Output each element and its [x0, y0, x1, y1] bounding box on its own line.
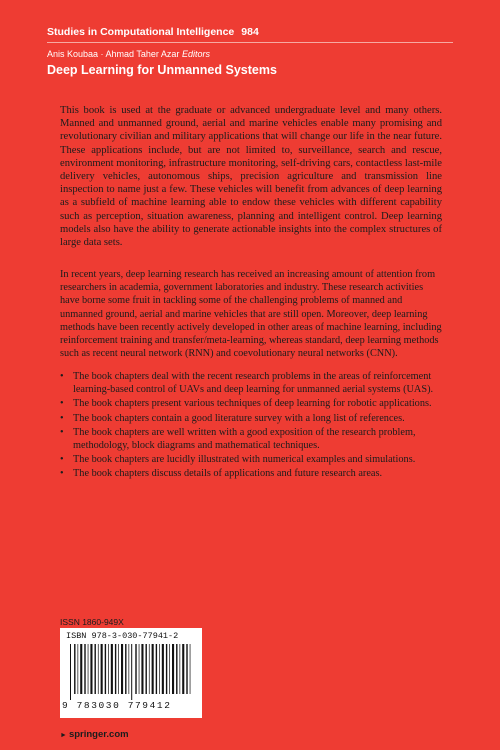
- bullet-icon: •: [60, 426, 64, 438]
- barcode-bar: [95, 644, 96, 694]
- chevron-right-icon: ►: [60, 732, 67, 739]
- editors-line: [47, 49, 210, 59]
- barcode-bar: [190, 644, 191, 694]
- barcode-bar: [129, 644, 130, 694]
- barcode-bar: [186, 644, 187, 694]
- list-item: [60, 426, 442, 452]
- barcode-bars: [70, 644, 194, 700]
- barcode-bar: [159, 644, 160, 694]
- barcode-bar: [78, 644, 79, 694]
- series-header: [47, 26, 259, 38]
- barcode-bar: [70, 644, 71, 700]
- barcode-bar: [90, 644, 92, 694]
- barcode-bar: [105, 644, 106, 694]
- editor-names: Anis Koubaa · Ahmad Taher Azar: [47, 49, 180, 59]
- editors-role: Editors: [181, 49, 210, 59]
- barcode-bar: [182, 644, 184, 694]
- publisher-url[interactable]: [60, 729, 129, 740]
- bullet-icon: •: [60, 371, 64, 382]
- header-divider: [47, 42, 453, 43]
- barcode-bar: [149, 644, 150, 694]
- barcode-bar: [118, 644, 119, 694]
- barcode-bar: [176, 644, 177, 694]
- barcode-bar: [101, 644, 103, 694]
- book-title: Deep Learning for Unmanned Systems: [47, 63, 277, 77]
- barcode-bar: [84, 644, 85, 694]
- bullet-text: The book chapters are well written with a good exposition of the research problem, methodology, block diagrams and mathematical techniques.: [73, 426, 416, 452]
- barcode-bar: [88, 644, 89, 694]
- barcode-bar: [98, 644, 99, 694]
- description-paragraph-1: This book is used at the graduate or advanced undergraduate level and many others. Manned and unmanned ground, aerial and marine vehicles enable many promising and revolutionary civilian and military applications that will change our life in the near future. These applications include, but are not limited to, surveillance, search and rescue, environment monitoring, infrastructure monitoring, self-driving cars, contactless last-mile delivery vehicles, autonomous ships, precision agriculture and transmission line inspection to name just a few. These vehicles will benefit from advances of deep learning as a subfield of machine learning able to endow these vehicles with different capability such as perception, situation awareness, planning and intelligent control. Deep learning models also have the ability to generate actionable insights into the complex structures of large data sets.: [60, 105, 442, 249]
- bullet-icon: •: [60, 398, 64, 410]
- barcode-bar: [139, 644, 140, 694]
- bullet-text: The book chapters contain a good literature survey with a long list of references.: [73, 412, 405, 424]
- bullet-icon: •: [60, 412, 64, 424]
- barcode-bar: [180, 644, 181, 694]
- barcode-bar: [162, 644, 164, 694]
- barcode-bar: [166, 644, 167, 694]
- barcode-bar: [121, 644, 123, 694]
- bullet-icon: •: [60, 454, 64, 466]
- bullet-text: The book chapters are lucidly illustrated with numerical examples and simulations.: [73, 454, 416, 466]
- barcode-bar: [169, 644, 170, 694]
- list-item: [60, 467, 442, 480]
- barcode-bar: [125, 644, 126, 694]
- description-paragraph-2: In recent years, deep learning research has received an increasing amount of attention from researchers in academia, government laboratories and industry. These research activities have borne some fruit in tackling some of the challenging problems of manned and unmanned ground, aerial and marine vehicles that are still open. Moreover, deep learning methods have been recently actively developed in other areas of machine learning, including reinforcement training and transfer/meta-learning, whereas standard, deep learning methods such as recent neural network (RNN) and coevolutionary neural networks (CNN).: [60, 269, 442, 360]
- barcode-bar: [131, 644, 132, 700]
- barcode-bar: [146, 644, 147, 694]
- bullet-icon: •: [60, 468, 64, 480]
- bullet-text: The book chapters deal with the recent research problems in the areas of reinforcement learning-based control of UAVs and deep learning for unmanned aerial systems (UAS).: [73, 371, 434, 396]
- barcode-digits: 9 783030 779412: [62, 700, 172, 711]
- barcode-bar: [135, 644, 136, 694]
- highlights-list: [60, 370, 442, 482]
- barcode-bar: [115, 644, 116, 694]
- barcode-bar: [108, 644, 109, 694]
- barcode-bar: [74, 644, 75, 694]
- barcode-bar: [172, 644, 174, 694]
- list-item: [60, 453, 442, 466]
- publisher-text: springer.com: [68, 729, 129, 740]
- barcode-bar: [111, 644, 113, 694]
- barcode-bar: [141, 644, 143, 694]
- volume-number: 984: [241, 26, 259, 38]
- barcode-bar: [152, 644, 154, 694]
- isbn-barcode: [60, 628, 202, 718]
- list-item: [60, 397, 442, 410]
- barcode-bar: [156, 644, 157, 694]
- isbn-label: ISBN 978-3-030-77941-2: [66, 631, 179, 641]
- list-item: [60, 370, 442, 396]
- series-name: Studies in Computational Intelligence: [47, 26, 235, 38]
- issn-label: ISSN 1860-949X: [60, 617, 124, 627]
- list-item: [60, 412, 442, 425]
- bullet-text: The book chapters discuss details of applications and future research areas.: [73, 468, 383, 480]
- bullet-text: The book chapters present various techniques of deep learning for robotic applications.: [73, 398, 432, 410]
- barcode-bar: [80, 644, 82, 694]
